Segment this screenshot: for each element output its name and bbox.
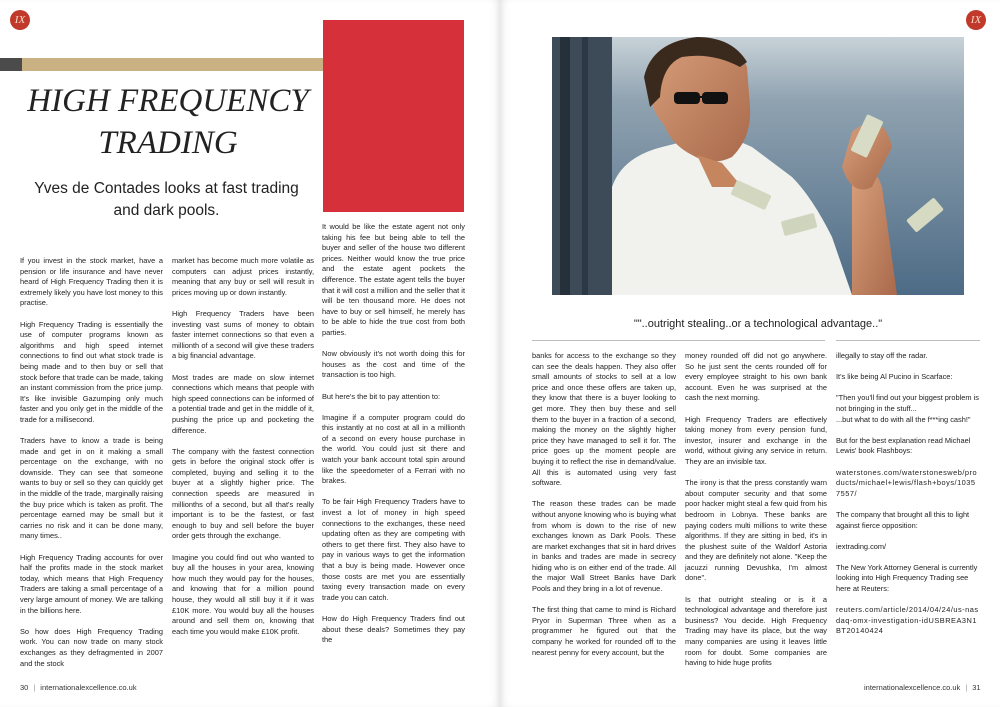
- paragraph: money rounded off did not go anywhere. So he just sent the cents rounded off for every employee straight to his own bank account. Even he was surprised at the cash the next morning.: [685, 351, 827, 403]
- reference-link[interactable]: reuters.com/article/2014/04/24/us-nasdaq-omx-investigation-idUSBREA3N1BT20140424: [836, 605, 979, 636]
- article-subtitle: Yves de Contades looks at fast trading and dark pools.: [34, 180, 299, 219]
- footer-right: internationalexcellence.co.uk | 31: [864, 683, 981, 692]
- text-column-2: [172, 256, 314, 637]
- paragraph: market has become much more volatile as computers can adjust prices instantly, meaning that any buy or sell will result in prices moving up or down instantly.: [172, 256, 314, 297]
- paragraph: High Frequency Trading is essentially the use of computer programs known as algorithms and high speed internet connections to find out what stock trade is being made and to then buy or sell that stock before that trade can be made, taking an instant commission from the price jump. It's like invisible Gazumping only much faster and you only get in the middle of the trade for a millisecond.: [20, 319, 163, 424]
- quote-line: ...but what to do with all the f***ing cash!": [836, 414, 971, 424]
- paragraph: To be fair High Frequency Traders have to invest a lot of money in high speed connections to the exchanges, these need updating often as they are competing with others to get there first. They also have to pay in various ways to get the information that a buy is being made. However once those costs are met you are essentially taxing every transaction made on every trade you can catch.: [322, 497, 465, 602]
- ix-logo-badge: IX: [966, 10, 986, 30]
- paragraph: The reason these trades can be made without anyone knowing who is buying what from whom is down to the rise of new exchanges known as Dark Pools. These are market exchanges that sit in hard drives in banks and trades are made in secrecy hiding who is on either end of the trade. All the major Wall Street Banks have Dark Pools and they bring in a lot of revenue.: [532, 499, 676, 594]
- reference-link[interactable]: waterstones.com/waterstonesweb/products/michael+lewis/flash+boys/10357557/: [836, 467, 978, 498]
- divider-rule: [836, 340, 980, 341]
- paragraph: So how does High Frequency Trading work. You can now trade on many stock exchanges as they defragmented in 2007 and the stock: [20, 626, 163, 668]
- paragraph: The company that brought all this to light against fierce opposition:: [836, 509, 970, 530]
- paragraph: banks for access to the exchange so they can see the deals happen. They also offer small amounts of stocks to sell at a low price and once these offers are taken up, they know that there is a buyer looking to get more. They then buy these and sell them to the buyer in a fraction of a second, making the money on the slightly higher price they have managed to sell it for. The price goes up the moment people are buying it to reflect the rise in demand/value. All this is automated using very fast software.: [532, 351, 676, 488]
- article-photo: [552, 37, 964, 295]
- article-title: [18, 80, 318, 164]
- footer-site-link[interactable]: internationalexcellence.co.uk: [864, 683, 961, 692]
- text-column-5: [685, 351, 827, 669]
- footer-site-link[interactable]: internationalexcellence.co.uk: [40, 683, 137, 692]
- paragraph: The New York Attorney General is currently looking into High Frequency Trading see here at Reuters:: [836, 562, 978, 594]
- red-accent-block: [323, 20, 464, 212]
- quote-line: "Then you'll find out your biggest problem is not bringing in the stuff...: [836, 393, 979, 413]
- paragraph: The first thing that came to mind is Richard Pryor in Superman Three when as a programmer he figured out that the company he worked for rounded off to the nearest penny for every account, but the: [532, 605, 676, 657]
- footer-left: 30 | internationalexcellence.co.uk: [20, 683, 137, 692]
- text-column-3: [322, 222, 465, 646]
- page-number: 31: [972, 683, 981, 692]
- paragraph: High Frequency Traders are effectively taking money from every pension fund, investor, insurer and exchange in the world, without giving any service in return. They are an invisible tax.: [685, 414, 827, 466]
- paragraph: It's like being Al Pucino in Scarface:: [836, 372, 953, 382]
- paragraph: The company with the fastest connection gets in before the original stock offer is completed, buying and selling it to the buyer at a slightly higher price. The connection speeds are measured in millionths of a second, but all that's really important is to be the fastest, or fast enough to buy and sell before the buyer order gets through the exchange.: [172, 446, 314, 541]
- title-line-2: TRADING: [98, 125, 238, 161]
- paragraph: Is that outright stealing or is it a technological advantage and therefore just business? You decide. High Frequency Trading may have its place, but the way many companies are using it leaves little room for doubt. Some companies are having to hide huge profits: [685, 594, 827, 668]
- pull-quote: ""..outright stealing..or a technological advantage..": [633, 318, 883, 330]
- paragraph: Imagine if a computer program could do this instantly at no cost at all in a millionth of a second on every house purchase in the world. You could just sit there and watch your bank account total spin around like the speedometer of a Ferrari with no brakes.: [322, 412, 465, 486]
- divider-rule: [685, 340, 825, 341]
- paragraph: But for the best explanation read Michael Lewis' book Flashboys:: [836, 435, 971, 456]
- paragraph: The irony is that the press constantly warn about computer security and that some poor hacker might steal a few quid from his bedroom in Lobnya. These banks are paying coders multi millions to write these algorithms. If they are sitting in bed, it's in the plushest suite of the Waldorf Astoria and they are definitely not alone. "Keep the jacuzzi running Devushka, I'm almost done".: [685, 478, 827, 583]
- text-column-4: [532, 351, 676, 658]
- text-column-1: [20, 256, 163, 669]
- paragraph: But here's the bit to pay attention to:: [322, 391, 441, 401]
- paragraph: illegally to stay off the radar.: [836, 351, 928, 360]
- title-line-1: HIGH FREQUENCY: [27, 83, 309, 119]
- paragraph: High Frequency Traders have been investing vast sums of money to obtain faster internet connections so that even a millionth of a second will give these traders a big financial advantage.: [172, 308, 314, 361]
- page-number: 30: [20, 683, 29, 692]
- photo-illustration: [552, 37, 964, 295]
- reference-link[interactable]: iextrading.com/: [836, 541, 887, 551]
- paragraph: Now obviously it's not worth doing this for houses as the cost and time of the transaction is too high.: [322, 349, 465, 380]
- paragraph: Traders have to know a trade is being made and get in on it making a small percentage on the exchange, with no downside. They can see that someone wants to buy or sell so they can quickly get in the middle of the trade, marginally raising the buy price which is taken as profit. The percentage earned may be small but it carries no risk and it can be done many, many times..: [20, 436, 163, 541]
- paragraph: Most trades are made on slow internet connections which means that people with high speed connections can be informed of a potential trade and get in the middle of it, pushing the price up and pocketing the difference.: [172, 372, 314, 435]
- text-column-6: [836, 351, 980, 637]
- paragraph: How do High Frequency Traders find out about these deals? Sometimes they pay the: [322, 613, 465, 645]
- paragraph: It would be like the estate agent not only taking his fee but being able to tell the buyer and seller of the house two different prices. Neither would know the true price and the estate agent pockets the difference. The estate agent tells the buyer that it will cost a million and the seller that it will be ten thousand more. He does not have to buy or sell himself, he merely has to be able to hide the true cost from both parties.: [322, 222, 465, 337]
- ix-logo-badge: IX: [10, 10, 30, 30]
- header-stripe-dark: [0, 58, 22, 71]
- paragraph: If you invest in the stock market, have a pension or life insurance and have never heard of High Frequency Trading then it is extremely likely you have lost money to this practise.: [20, 256, 163, 308]
- paragraph: High Frequency Trading accounts for over half the profits made in the stock market today, which means that High Frequency Traders are taking a small percentage of a very large amount of money. We are talking in the billions here.: [20, 552, 163, 615]
- paragraph: Imagine you could find out who wanted to buy all the houses in your area, knowing how much they would pay for the houses, and knowing that for a million pound house, they would all still buy it if it was £10K more. You would buy all the houses around and sell them on, knowing that each time you would make £10K profit.: [172, 552, 314, 636]
